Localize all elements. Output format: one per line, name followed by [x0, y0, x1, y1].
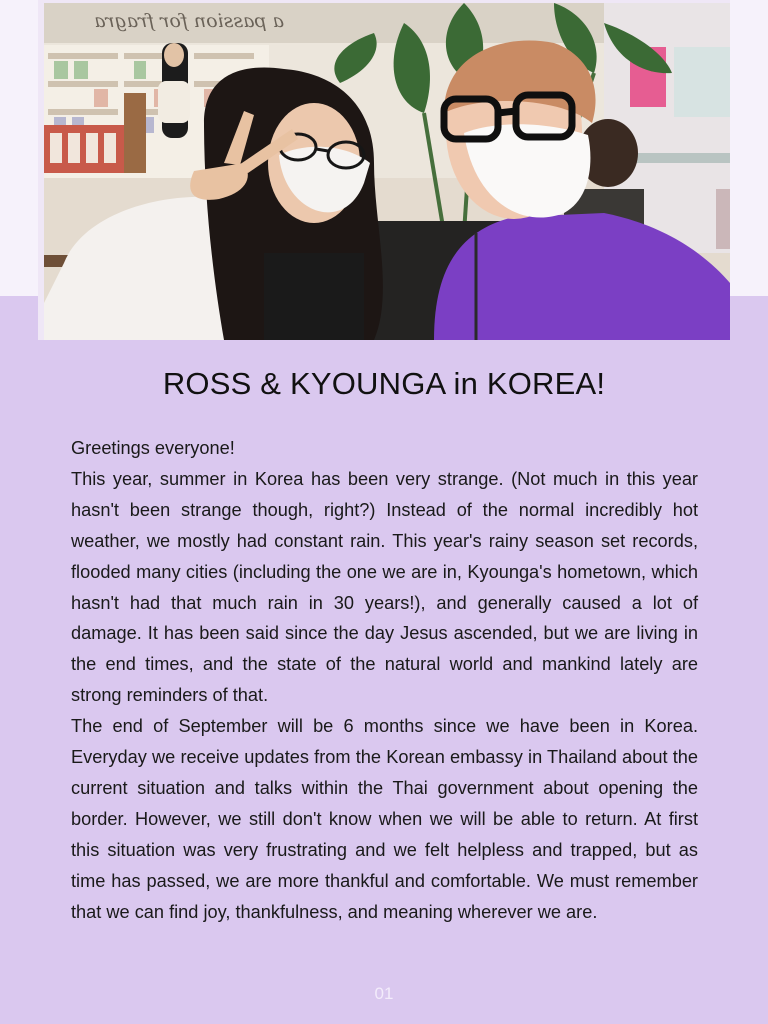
- summer-paragraph: This year, summer in Korea has been very strange. (Not much in this year hasn't been strange though, right?) Instead of the normal incredibly hot weather, we mostly had constant rain. This year's rainy season set records, flooded many cities (including the one we are in, Kyounga's hometown, which hasn't had that much rain in 30 years!), and generally caused a lot of damage. It has been said since the day Jesus ascended, but we are living in the end times, and the state of the natural world and mankind lately are strong reminders of that.: [71, 468, 698, 706]
- store-sign-text: a passion for fragra: [94, 10, 284, 32]
- selfie-photo: [44, 3, 730, 340]
- page-number: 01: [374, 984, 394, 1003]
- article-body: [71, 433, 698, 928]
- september-paragraph: The end of September will be 6 months since we have been in Korea. Everyday we receive updates from the Korean embassy in Thailand about the current situation and talks within the Thai government about opening the border. However, we still don't know when we will be able to return. At first this situation was very frustrating and we felt helpless and trapped, but as time has passed, we are more thankful and comfortable. We must remember that we can find joy, thankfulness, and meaning wherever we are.: [71, 716, 698, 922]
- photo-frame: [38, 0, 730, 340]
- article-title: ROSS & KYOUNGA in KOREA!: [162, 366, 606, 401]
- greeting-paragraph: Greetings everyone!: [71, 438, 235, 458]
